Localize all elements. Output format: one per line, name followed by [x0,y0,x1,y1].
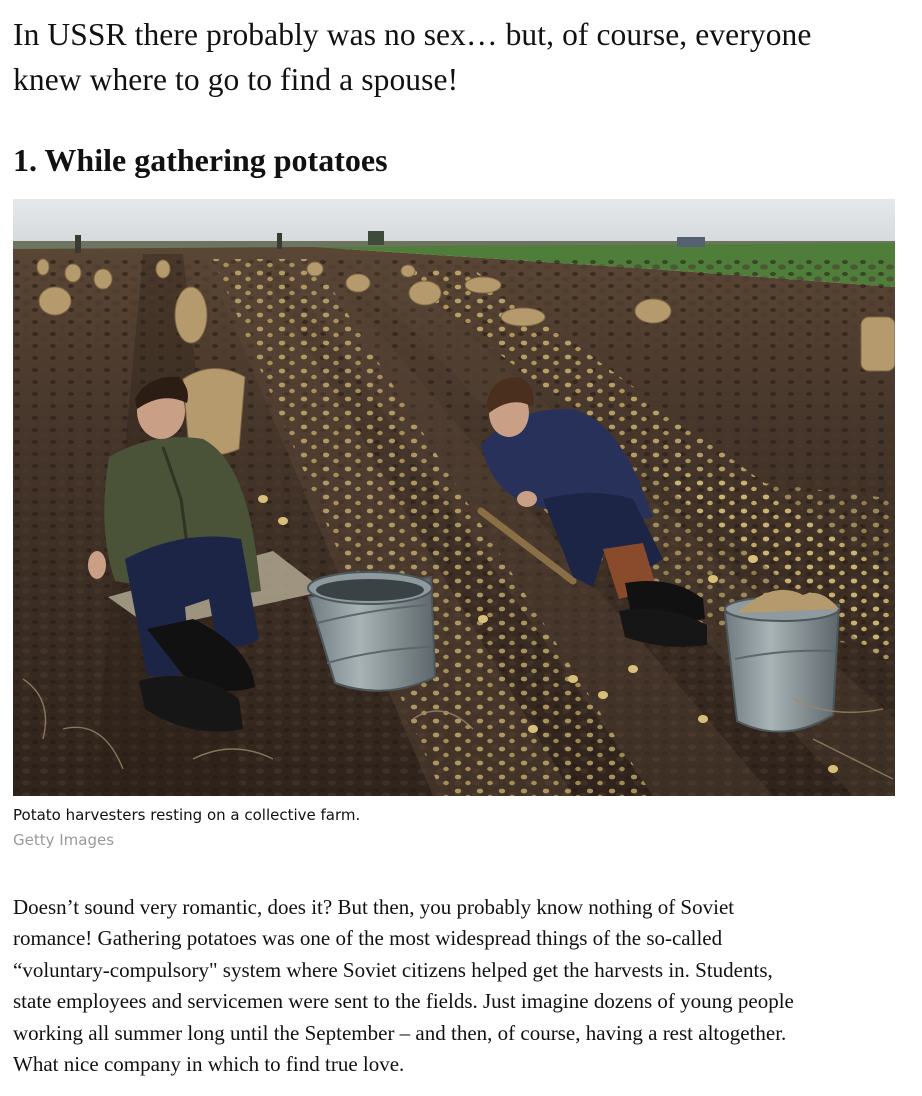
body-line-3: “voluntary-compulsory" system where Soviet citizens helped get the harvests in. Students, [13,957,773,982]
sky [13,199,895,245]
photo-credit: Getty Images [13,831,115,849]
body-paragraph [13,892,895,1080]
article [13,0,895,1077]
potato-harvest-photo [13,199,895,796]
distant-tractor-left [368,231,384,245]
intro-line-1: In USSR there probably was no sex… but, of course, everyone [13,17,812,52]
distant-person-center [277,233,282,249]
intro-text [13,0,895,102]
intro-line-2: knew where to go to find a spouse! [13,62,459,97]
right-bucket [725,590,839,732]
photo-caption: Potato harvesters resting on a collective farm. [13,806,361,824]
body-line-4: state employees and servicemen were sent to the fields. Just imagine dozens of young people [13,989,794,1014]
distant-person-left [75,235,81,253]
body-line-1: Doesn’t sound very romantic, does it? But then, you probably know nothing of Soviet [13,895,735,919]
section-heading: 1. While gathering potatoes [13,142,388,178]
body-line-5: working all summer long until the September – and then, of course, having a rest altogether. [13,1020,787,1045]
distant-tractor-right [677,237,705,247]
body-line-6: What nice company in which to find true love. [13,1052,405,1077]
body-line-2: romance! Gathering potatoes was one of the most widespread things of the so-called [13,926,723,951]
